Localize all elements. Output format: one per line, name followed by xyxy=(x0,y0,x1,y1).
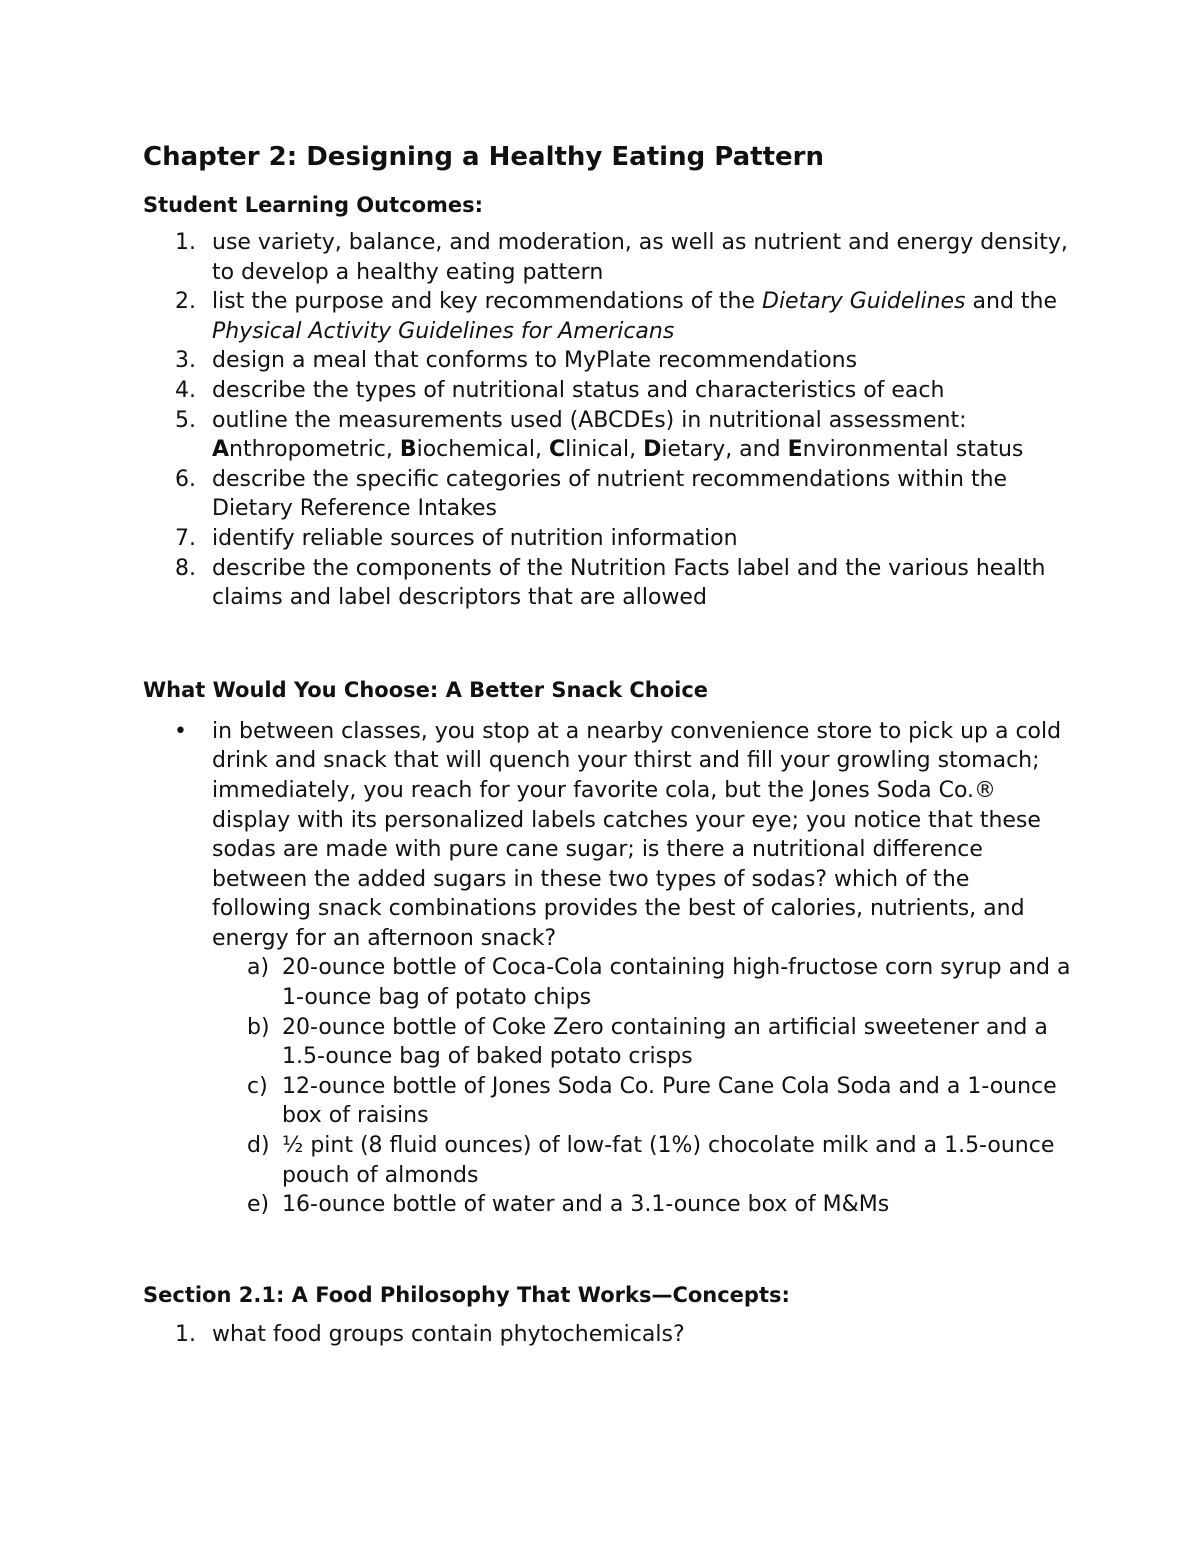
document-page xyxy=(143,138,1073,1349)
item-text: describe the components of the Nutrition Facts label and the various health claims and label descriptors that are allowed xyxy=(212,555,1046,611)
item-text: list the purpose and key recommendations of the xyxy=(212,289,762,315)
item-number: 3. xyxy=(175,348,196,374)
item-text: ietary, and xyxy=(661,437,788,463)
item-text: describe the specific categories of nutrient recommendations within the Dietary Reference Intakes xyxy=(212,466,1008,522)
item-text: identify reliable sources of nutrition information xyxy=(212,525,738,551)
item-number: 1. xyxy=(175,230,196,255)
choice-item xyxy=(143,1190,1073,1220)
choice-text: 16-ounce bottle of water and a 3.1-ounce box of M&Ms xyxy=(282,1192,890,1218)
choice-item xyxy=(143,1131,1073,1190)
snack-choices-list xyxy=(143,953,1073,1219)
item-number: 2. xyxy=(175,289,196,315)
abcde-initial: E xyxy=(787,437,803,463)
list-item xyxy=(143,346,1073,376)
list-item xyxy=(143,717,1073,954)
item-text: nthropometric, xyxy=(229,437,400,463)
activity-guidelines-title: Physical Activity Guidelines for Americans xyxy=(212,318,675,344)
item-text: describe the types of nutritional status and characteristics of each xyxy=(212,377,945,403)
list-item xyxy=(143,465,1073,524)
choice-text: 12-ounce bottle of Jones Soda Co. Pure Cane Cola Soda and a 1-ounce box of raisins xyxy=(282,1073,1057,1129)
item-text: use variety, balance, and moderation, as well as nutrient and energy density, to develop a healthy eating pattern xyxy=(212,230,1068,285)
scenario-text: in between classes, you stop at a nearby convenience store to pick up a cold drink and snack that will quench your thirst and fill your growling stomach; immediately, you reach for your favorite cola, but the Jones Soda Co.® display with its personalized labels catches your eye; you notice that these sodas are made with pure cane sugar; is there a nutritional difference between the added sugars in these two types of sodas? which of the following snack combinations provides the best of calories, nutrients, and energy for an afternoon snack? xyxy=(212,718,1062,951)
item-text: outline the measurements used (ABCDEs) in nutritional assessment: xyxy=(212,407,967,433)
item-number: 7. xyxy=(175,525,196,551)
list-item xyxy=(143,406,1073,465)
choice-item xyxy=(143,953,1073,1012)
snack-scenario-list xyxy=(143,717,1073,954)
item-number: 1. xyxy=(175,1321,196,1347)
chapter-title: Chapter 2: Designing a Healthy Eating Pattern xyxy=(143,142,824,172)
list-item xyxy=(143,524,1073,554)
choice-letter: c) xyxy=(247,1073,268,1099)
list-item xyxy=(143,287,1073,346)
concept-questions-list xyxy=(143,1320,1073,1350)
list-item xyxy=(143,376,1073,406)
abcde-initial: B xyxy=(399,437,417,463)
choice-item xyxy=(143,1013,1073,1072)
dietary-guidelines-title: Dietary Guidelines xyxy=(762,289,966,315)
item-number: 8. xyxy=(175,555,196,581)
abcde-initial: A xyxy=(212,437,230,463)
snack-heading: What Would You Choose: A Better Snack Choice xyxy=(143,677,709,702)
choice-text: 20-ounce bottle of Coca-Cola containing high-fructose corn syrup and a 1-ounce bag of potato chips xyxy=(282,955,1071,1011)
choice-text: 20-ounce bottle of Coke Zero containing an artificial sweetener and a 1.5-ounce bag of baked potato crisps xyxy=(282,1014,1048,1070)
choice-text: ½ pint (8 fluid ounces) of low-fat (1%) chocolate milk and a 1.5-ounce pouch of almonds xyxy=(282,1133,1055,1188)
bullet-icon: • xyxy=(174,718,187,744)
outcomes-list xyxy=(143,228,1073,613)
item-number: 5. xyxy=(175,407,196,433)
item-text: design a meal that conforms to MyPlate recommendations xyxy=(212,348,858,374)
list-item xyxy=(143,228,1073,287)
item-text: iochemical, xyxy=(416,437,549,463)
item-number: 4. xyxy=(175,377,196,403)
item-number: 6. xyxy=(175,466,196,492)
item-text: linical, xyxy=(565,437,644,463)
item-text: nvironmental status xyxy=(802,437,1024,463)
item-text: and the xyxy=(965,289,1058,315)
choice-letter: e) xyxy=(247,1192,270,1218)
abcde-initial: D xyxy=(643,437,662,463)
choice-item xyxy=(143,1072,1073,1131)
outcomes-heading: Student Learning Outcomes: xyxy=(143,193,484,217)
choice-letter: b) xyxy=(247,1014,270,1040)
abcde-initial: C xyxy=(548,437,566,463)
list-item xyxy=(143,1320,1073,1350)
choice-letter: a) xyxy=(247,955,270,981)
choice-letter: d) xyxy=(247,1133,270,1159)
question-text: what food groups contain phytochemicals? xyxy=(212,1321,685,1347)
section-heading: Section 2.1: A Food Philosophy That Works—Concepts: xyxy=(143,1282,790,1307)
list-item xyxy=(143,554,1073,613)
